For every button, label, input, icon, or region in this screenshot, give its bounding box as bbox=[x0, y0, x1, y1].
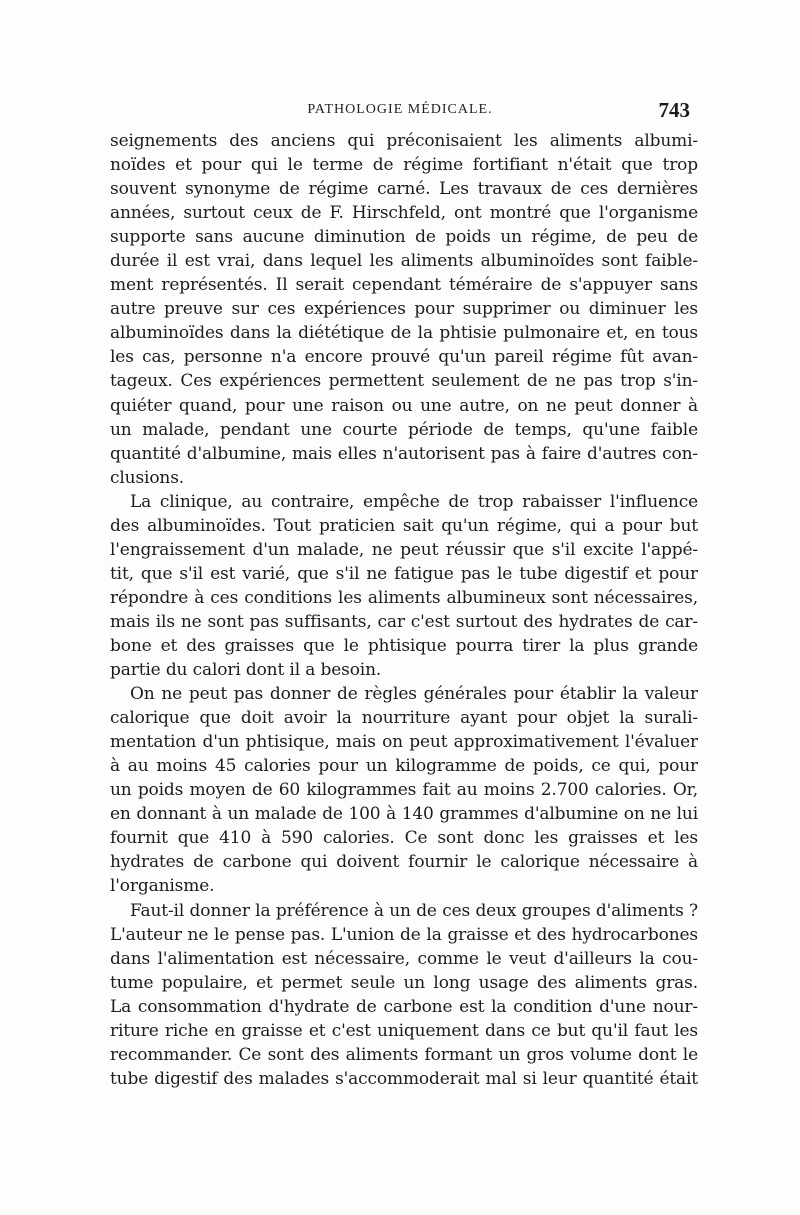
text-line: hydrates de carbone qui doivent fournir le calorique nécessaire à bbox=[110, 852, 698, 873]
text-line: noïdes et pour qui le terme de régime fortifiant n'était que trop bbox=[110, 155, 698, 176]
text-line: tume populaire, et permet seule un long usage des aliments gras. bbox=[110, 972, 698, 993]
text-line: On ne peut pas donner de règles générales pour établir la valeur bbox=[130, 684, 698, 705]
text-line: Faut-il donner la préférence à un de ces deux groupes d'aliments ? bbox=[130, 900, 698, 921]
text-line: calorique que doit avoir la nourriture ayant pour objet la surali- bbox=[110, 708, 698, 729]
running-head bbox=[110, 98, 690, 124]
text-line: riture riche en graisse et c'est uniquement dans ce but qu'il faut les bbox=[110, 1020, 698, 1041]
text-line: dans l'alimentation est nécessaire, comme le veut d'ailleurs la cou- bbox=[110, 948, 698, 969]
text-line: La consommation d'hydrate de carbone est la condition d'une nour- bbox=[110, 996, 698, 1017]
page-number: 743 bbox=[658, 98, 690, 122]
text-line: répondre à ces conditions les aliments albumineux sont nécessaires, bbox=[110, 587, 698, 608]
text-line: l'organisme. bbox=[110, 876, 215, 897]
text-line: seignements des anciens qui préconisaient les aliments albumi- bbox=[110, 131, 698, 151]
text-line: des albuminoïdes. Tout praticien sait qu'un régime, qui a pour but bbox=[110, 515, 698, 536]
text-line: un poids moyen de 60 kilogrammes fait au moins 2.700 calories. Or, bbox=[110, 780, 698, 801]
text-line: bone et des graisses que le phtisique pourra tirer la plus grande bbox=[110, 635, 698, 656]
paragraph bbox=[110, 129, 698, 490]
text-line: quiéter quand, pour une raison ou une autre, on ne peut donner à bbox=[110, 395, 698, 416]
text-line: mais ils ne sont pas suffisants, car c'est surtout des hydrates de car- bbox=[110, 611, 698, 632]
text-line: un malade, pendant une courte période de temps, qu'une faible bbox=[110, 419, 698, 440]
text-line: L'auteur ne le pense pas. L'union de la graisse et des hydrocarbones bbox=[110, 924, 698, 945]
text-line: ment représentés. Il serait cependant téméraire de s'appuyer sans bbox=[110, 275, 698, 296]
text-line: autre preuve sur ces expériences pour supprimer ou diminuer les bbox=[110, 299, 698, 320]
paragraph bbox=[110, 490, 698, 682]
text-line: en donnant à un malade de 100 à 140 grammes d'albumine on ne lui bbox=[110, 804, 698, 825]
text-line: tageux. Ces expériences permettent seulement de ne pas trop s'in- bbox=[110, 371, 698, 392]
text-line: les cas, personne n'a encore prouvé qu'un pareil régime fût avan- bbox=[110, 347, 698, 368]
text-line: à au moins 45 calories pour un kilogramme de poids, ce qui, pour bbox=[110, 756, 698, 777]
text-line: partie du calori dont il a besoin. bbox=[110, 660, 382, 681]
text-line: quantité d'albumine, mais elles n'autorisent pas à faire d'autres con- bbox=[110, 443, 698, 464]
text-line: durée il est vrai, dans lequel les aliments albuminoïdes sont faible- bbox=[110, 251, 698, 272]
paragraph bbox=[110, 899, 698, 1091]
text-line: souvent synonyme de régime carné. Les travaux de ces dernières bbox=[110, 179, 698, 200]
paragraph bbox=[110, 682, 698, 898]
text-line: albuminoïdes dans la diététique de la phtisie pulmonaire et, en tous bbox=[110, 323, 698, 344]
text-line: années, surtout ceux de F. Hirschfeld, ont montré que l'organisme bbox=[110, 203, 698, 224]
text-line: La clinique, au contraire, empêche de trop rabaisser l'influence bbox=[130, 491, 698, 512]
text-line: recommander. Ce sont des aliments formant un gros volume dont le bbox=[110, 1044, 698, 1065]
text-line: supporte sans aucune diminution de poids un régime, de peu de bbox=[110, 227, 698, 248]
text-line: l'engraissement d'un malade, ne peut réussir que s'il excite l'appé- bbox=[110, 539, 698, 560]
text-line: fournit que 410 à 590 calories. Ce sont donc les graisses et les bbox=[110, 828, 698, 849]
text-line: clusions. bbox=[110, 467, 185, 488]
body-text bbox=[110, 129, 698, 1091]
text-line: tube digestif des malades s'accommoderait mal si leur quantité était bbox=[110, 1068, 698, 1089]
running-title: PATHOLOGIE MÉDICALE. bbox=[307, 102, 493, 117]
text-line: mentation d'un phtisique, mais on peut approximativement l'évaluer bbox=[110, 732, 698, 753]
text-line: tit, que s'il est varié, que s'il ne fatigue pas le tube digestif et pour bbox=[110, 563, 698, 584]
